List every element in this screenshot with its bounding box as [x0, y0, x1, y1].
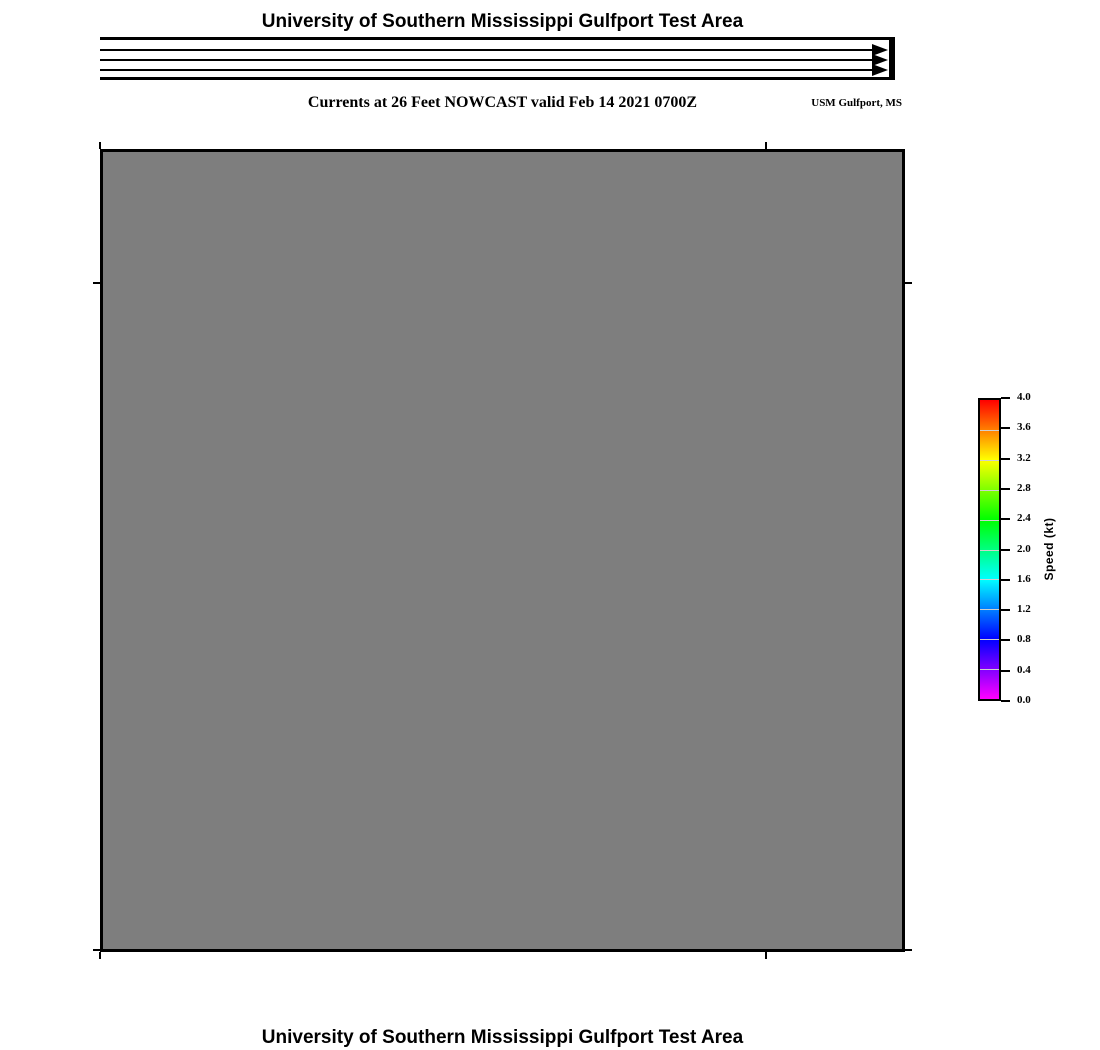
banner-right-bar	[889, 37, 895, 80]
colorbar-tick	[1001, 427, 1010, 429]
map-tick-left	[93, 282, 100, 284]
map-tick-bottom	[765, 952, 767, 959]
colorbar-tick	[1001, 639, 1010, 641]
colorbar-separator-line	[980, 460, 999, 461]
colorbar-separator-line	[980, 579, 999, 580]
colorbar-separator-line	[980, 639, 999, 640]
colorbar-separator-line	[980, 490, 999, 491]
page-title: University of Southern Mississippi Gulfport Test Area	[261, 11, 744, 32]
colorbar-tick-label: 0.0	[1017, 694, 1031, 706]
map-area	[100, 149, 905, 952]
colorbar-tick-label: 1.2	[1017, 603, 1031, 616]
colorbar-tick-label: 2.4	[1017, 512, 1031, 525]
banner-top-rule	[100, 37, 895, 40]
flow-arrow-icon	[872, 64, 888, 76]
flow-line	[100, 59, 872, 61]
map-tick-top	[765, 142, 767, 149]
colorbar-axis-label: Speed (kt)	[1042, 517, 1056, 581]
colorbar-tick	[1001, 458, 1010, 460]
map-tick-left	[93, 949, 100, 951]
map-tick-bottom	[99, 952, 101, 959]
colorbar-separator-line	[980, 609, 999, 610]
colorbar-separator-line	[980, 520, 999, 521]
colorbar-tick-label: 2.0	[1017, 542, 1031, 555]
colorbar-tick-label: 0.4	[1017, 663, 1031, 676]
colorbar-tick-label: 3.2	[1017, 451, 1031, 464]
colorbar-tick	[1001, 609, 1010, 611]
colorbar-tick	[1001, 700, 1010, 702]
colorbar-tick	[1001, 397, 1010, 399]
colorbar-separator-line	[980, 430, 999, 431]
flow-banner	[100, 37, 895, 80]
map-tick-top	[99, 142, 101, 149]
flow-line	[100, 49, 872, 51]
map-tick-right	[905, 282, 912, 284]
colorbar-tick	[1001, 518, 1010, 520]
colorbar-tick-label: 4.0	[1017, 391, 1031, 403]
colorbar-tick	[1001, 549, 1010, 551]
banner-bottom-rule	[100, 77, 895, 80]
footer-title: University of Southern Mississippi Gulfport Test Area	[261, 1027, 744, 1048]
colorbar-tick	[1001, 488, 1010, 490]
colorbar-separator-line	[980, 669, 999, 670]
colorbar-tick	[1001, 670, 1010, 672]
colorbar-separator-line	[980, 550, 999, 551]
colorbar-tick-label: 3.6	[1017, 421, 1031, 434]
colorbar	[978, 398, 1001, 701]
flow-line	[100, 69, 872, 71]
map-tick-right	[905, 949, 912, 951]
colorbar-tick-label: 2.8	[1017, 481, 1031, 494]
plot-subtitle: Currents at 26 Feet NOWCAST valid Feb 14 2021 0700Z	[307, 94, 698, 111]
colorbar-tick	[1001, 579, 1010, 581]
colorbar-tick-label: 0.8	[1017, 633, 1031, 646]
station-label: USM Gulfport, MS	[811, 97, 902, 109]
colorbar-tick-label: 1.6	[1017, 572, 1031, 585]
